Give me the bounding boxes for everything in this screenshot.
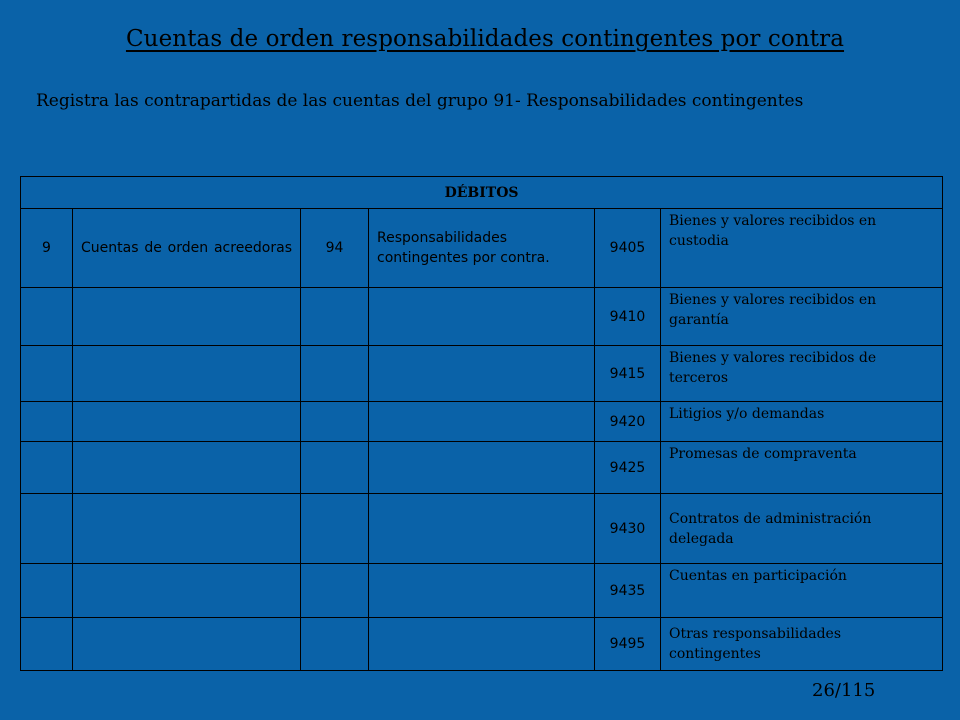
table-row bbox=[21, 564, 943, 618]
account-name: Bienes y valores recibidos en garantía bbox=[661, 288, 943, 346]
table-row bbox=[21, 494, 943, 564]
account-name: Bienes y valores recibidos en custodia bbox=[661, 209, 943, 288]
account-name: Bienes y valores recibidos de terceros bbox=[661, 346, 943, 402]
debits-header: DÉBITOS bbox=[21, 177, 943, 209]
table-row bbox=[21, 618, 943, 671]
table-row bbox=[21, 402, 943, 442]
account-code: 9420 bbox=[595, 402, 661, 442]
table-row bbox=[21, 288, 943, 346]
account-code: 9430 bbox=[595, 494, 661, 564]
table-header-row bbox=[21, 177, 943, 209]
page-number: 26/115 bbox=[812, 680, 876, 701]
account-name: Otras responsabilidades contingentes bbox=[661, 618, 943, 671]
account-name: Cuentas en participación bbox=[661, 564, 943, 618]
account-code: 9415 bbox=[595, 346, 661, 402]
debits-table bbox=[20, 176, 943, 671]
class-name: Cuentas de orden acreedoras bbox=[73, 209, 301, 288]
account-name: Promesas de compraventa bbox=[661, 442, 943, 494]
group-name: Responsabilidades contingentes por contra. bbox=[369, 209, 595, 288]
account-code: 9425 bbox=[595, 442, 661, 494]
account-name: Contratos de administración delegada bbox=[661, 494, 943, 564]
class-code: 9 bbox=[21, 209, 73, 288]
table-row bbox=[21, 442, 943, 494]
account-code: 9405 bbox=[595, 209, 661, 288]
account-name: Litigios y/o demandas bbox=[661, 402, 943, 442]
account-code: 9435 bbox=[595, 564, 661, 618]
account-code: 9495 bbox=[595, 618, 661, 671]
table-row bbox=[21, 209, 943, 288]
intro-paragraph: Registra las contrapartidas de las cuentas del grupo 91- Responsabilidades contingentes bbox=[36, 91, 804, 111]
table-row bbox=[21, 346, 943, 402]
page-title: Cuentas de orden responsabilidades contingentes por contra bbox=[125, 26, 845, 52]
group-code: 94 bbox=[301, 209, 369, 288]
account-code: 9410 bbox=[595, 288, 661, 346]
